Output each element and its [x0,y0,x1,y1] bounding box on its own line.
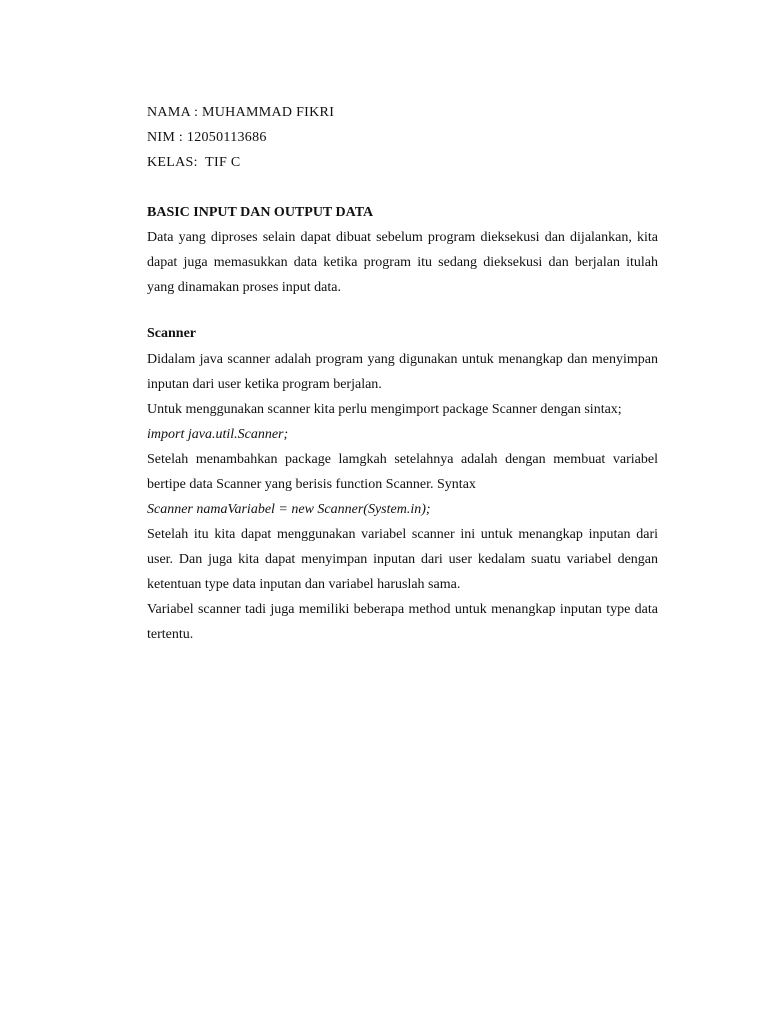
student-class: KELAS: TIF C [147,155,241,170]
scanner-paragraph-5: Variabel scanner tadi juga memiliki beberapa method untuk menangkap inputan type data tertentu. [147,602,658,642]
document-heading: BASIC INPUT DAN OUTPUT DATA [147,205,374,220]
scanner-heading: Scanner [147,326,196,341]
scanner-paragraph-1: Didalam java scanner adalah program yang digunakan untuk menangkap dan menyimpan inputan dari user ketika program berjalan. [147,352,658,392]
scanner-declaration-code-line: Scanner namaVariabel = new Scanner(System.in); [147,502,431,517]
student-nim: NIM : 12050113686 [147,130,267,145]
import-code-line: import java.util.Scanner; [147,427,289,442]
student-name: NAMA : MUHAMMAD FIKRI [147,105,335,120]
scanner-paragraph-4: Setelah itu kita dapat menggunakan variabel scanner ini untuk menangkap inputan dari user. Dan juga kita dapat menyimpan inputan dari user kedalam suatu variabel dengan ketentuan type data inputan dan variabel haruslah sama. [147,527,658,592]
scanner-paragraph-3: Setelah menambahkan package lamgkah setelahnya adalah dengan membuat variabel bertipe data Scanner yang berisis function Scanner. Syntax [147,452,658,492]
intro-paragraph: Data yang diproses selain dapat dibuat sebelum program dieksekusi dan dijalankan, kita dapat juga memasukkan data ketika program itu sedang dieksekusi dan berjalan itulah yang dinamakan proses input data. [147,230,658,295]
document-page [147,100,658,647]
scanner-paragraph-2: Untuk menggunakan scanner kita perlu mengimport package Scanner dengan sintax; [147,402,622,417]
